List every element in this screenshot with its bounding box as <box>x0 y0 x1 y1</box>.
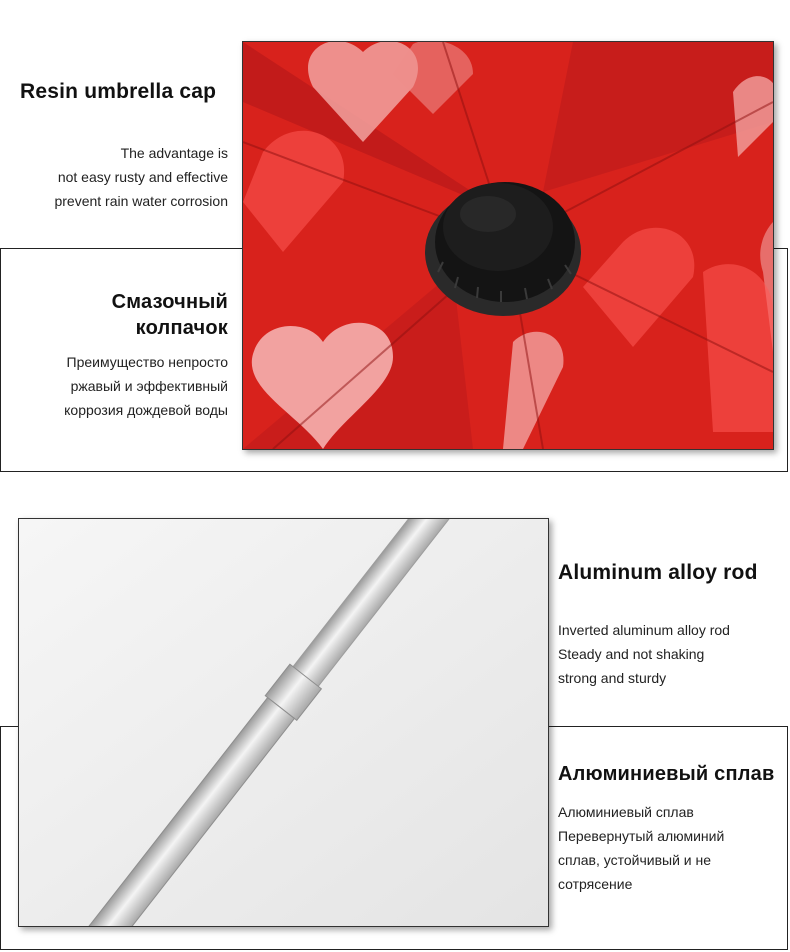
section1-line-ru-2: ржавый и эффективный <box>70 378 228 394</box>
section2-line-2: Steady and not shaking <box>558 646 705 662</box>
section1-title-ru <box>112 289 228 341</box>
section1-line-2: not easy rusty and effective <box>57 169 228 185</box>
section2-line-ru-2: Перевернутый алюминий <box>558 828 725 844</box>
section2-description-ru <box>558 800 724 896</box>
section1-line-3: prevent rain water corrosion <box>54 193 228 209</box>
section2-line-ru-1: Алюминиевый сплав <box>558 804 694 820</box>
section2-description <box>558 618 730 690</box>
section2-line-1: Inverted aluminum alloy rod <box>558 622 730 638</box>
section1-title-ru-line-2: колпачок <box>135 317 228 339</box>
umbrella-cap-photo <box>242 41 774 450</box>
section1-line-1: The advantage is <box>120 145 228 161</box>
section2-title: Aluminum alloy rod <box>558 561 758 584</box>
section1-line-ru-3: коррозия дождевой воды <box>64 402 228 418</box>
section2-title-ru: Алюминиевый сплав <box>558 763 775 785</box>
section1-title-ru-line-1: Смазочный <box>111 291 228 313</box>
aluminum-rod-illustration <box>19 519 548 926</box>
aluminum-rod-photo <box>18 518 549 927</box>
section1-line-ru-1: Преимущество непросто <box>66 354 228 370</box>
section1-title: Resin umbrella cap <box>20 80 217 103</box>
section2-line-ru-3: сплав, устойчивый и не <box>558 852 712 868</box>
umbrella-cap-illustration <box>243 42 773 449</box>
section1-description <box>54 141 228 213</box>
section2-line-3: strong and sturdy <box>558 670 667 686</box>
section1-description-ru <box>64 350 228 422</box>
section2-line-ru-4: сотрясение <box>558 876 633 892</box>
